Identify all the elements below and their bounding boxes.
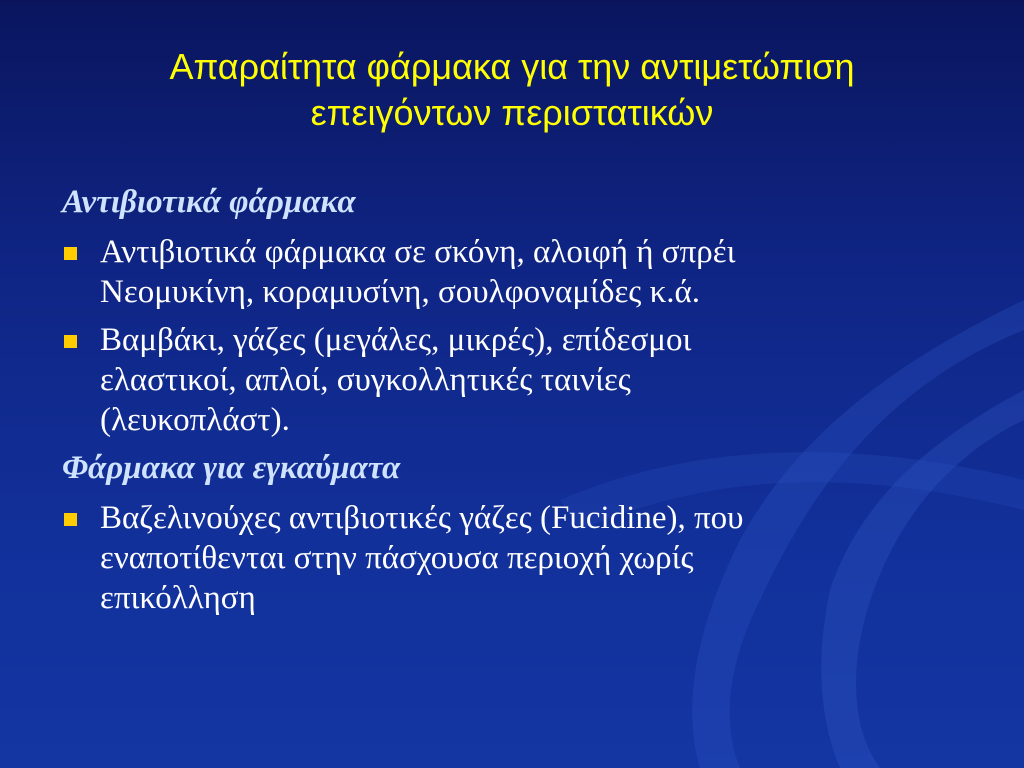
bullet-text-line: Αντιβιοτικά φάρμακα σε σκόνη, αλοιφή ή σπρέι xyxy=(100,234,736,270)
bullet-text-line: Βαμβάκι, γάζες (μεγάλες, μικρές), επίδεσμοι xyxy=(100,322,692,358)
square-bullet-icon xyxy=(64,247,77,260)
section-heading-burns: Φάρμακα για εγκαύματα xyxy=(62,450,401,486)
bullet-item xyxy=(60,320,980,440)
bullet-text-line: ελαστικοί, απλοί, συγκολλητικές ταινίες xyxy=(100,362,631,398)
slide-body xyxy=(60,182,980,626)
slide-title-line-2: επειγόντων περιστατικών xyxy=(310,92,714,133)
bullet-text-line: (λευκοπλάστ). xyxy=(100,402,290,438)
bullet-item xyxy=(60,232,980,312)
bullet-text-line: Βαζελινούχες αντιβιοτικές γάζες (Fucidine), που xyxy=(100,500,744,536)
slide-title-line-1: Απαραίτητα φάρμακα για την αντιμετώπιση xyxy=(169,46,855,87)
slide-title xyxy=(40,44,984,136)
section-heading-antibiotics: Αντιβιοτικά φάρμακα xyxy=(62,184,356,220)
bullet-text-line: επικόλληση xyxy=(100,580,256,616)
bullet-text-line: εναποτίθενται στην πάσχουσα περιοχή χωρίς xyxy=(100,540,694,576)
bullet-text-line: Νεομυκίνη, κοραμυσίνη, σουλφοναμίδες κ.ά. xyxy=(100,274,701,310)
square-bullet-icon xyxy=(64,513,77,526)
square-bullet-icon xyxy=(64,335,77,348)
bullet-item xyxy=(60,498,980,618)
